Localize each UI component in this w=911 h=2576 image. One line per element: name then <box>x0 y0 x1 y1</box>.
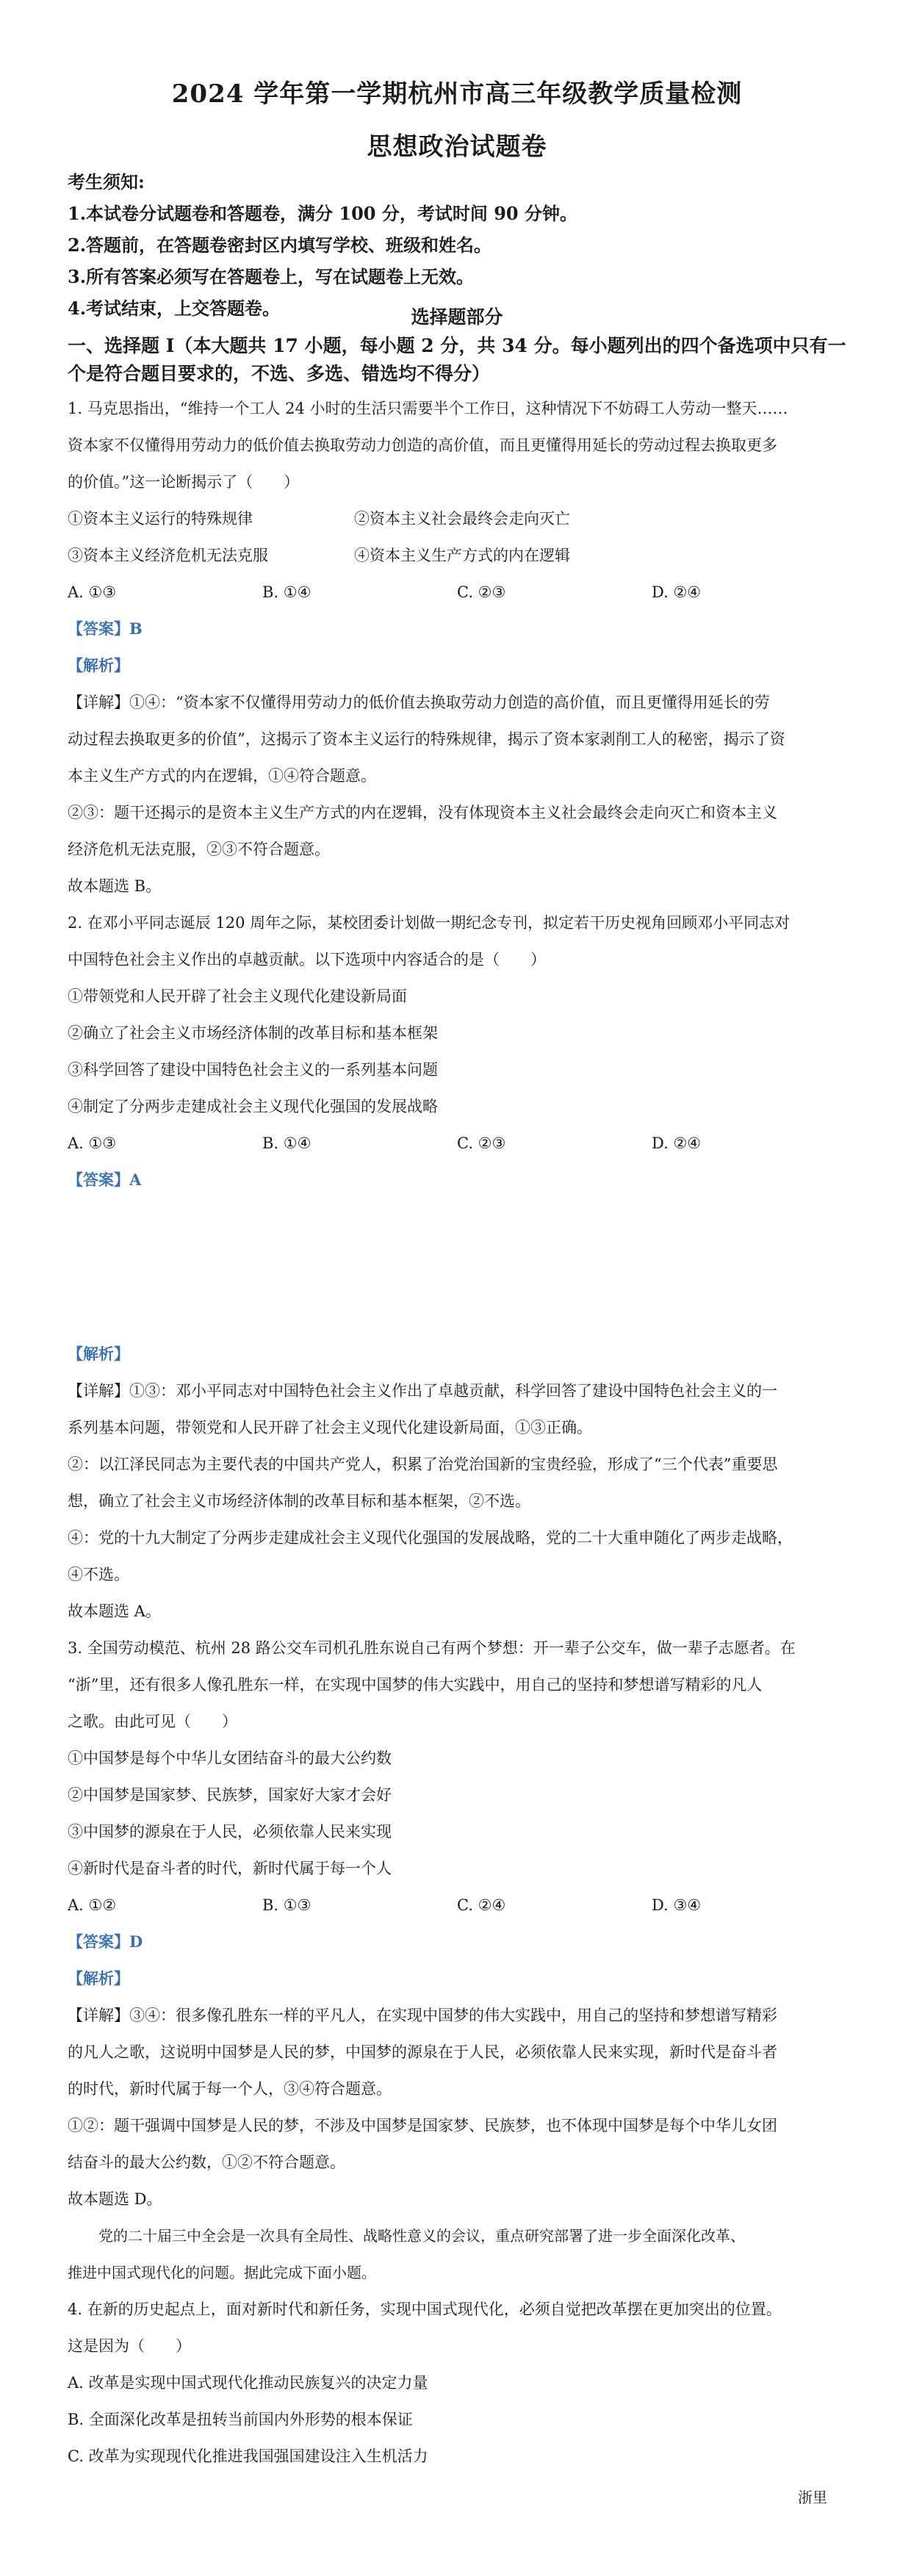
q3-answer: 【答案】D <box>68 1932 143 1951</box>
q2-answer: 【答案】A <box>68 1170 142 1189</box>
q4-stem-line: 4. 在新的历史起点上，面对新时代和新任务，实现中国式现代化，必须自觉把改革摆在更加突出的位置。 <box>68 2300 782 2318</box>
q1-option-c: C. ②③ <box>457 583 506 601</box>
q3-stem-line: “浙”里，还有很多人像孔胜东一样，在实现中国梦的伟大实践中，用自己的坚持和梦想谱写精彩的凡人 <box>68 1676 763 1694</box>
reading-passage-line: 推进中国式现代化的问题。据此完成下面小题。 <box>68 2264 376 2281</box>
q3-analysis-line: 结奋斗的最大公约数，①②不符合题意。 <box>68 2154 345 2171</box>
q1-item: ①资本主义运行的特殊规律 <box>68 510 253 528</box>
question-2-analysis <box>68 1336 846 2475</box>
q2-item: ②确立了社会主义市场经济体制的改革目标和基本框架 <box>68 1024 438 1042</box>
q3-option-b: B. ①③ <box>262 1896 312 1914</box>
q4-option-c: C. 改革为实现现代化推进我国强国建设注入生机活力 <box>68 2447 428 2465</box>
q3-item: ④新时代是奋斗者的时代，新时代属于每一个人 <box>68 1860 392 1877</box>
q2-stem-line: 2. 在邓小平同志诞辰 120 周年之际，某校团委计划做一期纪念专刊，拟定若干历史视角回顾邓小平同志对 <box>68 914 791 932</box>
q1-item: ③资本主义经济危机无法克服 <box>68 547 268 564</box>
question-1 <box>68 390 846 1198</box>
section-desc-line: 个是符合题目要求的，不选、多选、错选均不得分） <box>68 363 491 384</box>
q1-item: ④资本主义生产方式的内在逻辑 <box>354 547 570 564</box>
section-desc-line: 一、选择题 I（本大题共 17 小题，每小题 2 分，共 34 分。每小题列出的四个备选项中只有一 <box>68 335 846 356</box>
reading-passage-line: 党的二十届三中全会是一次具有全局性、战略性意义的会议，重点研究部署了进一步全面深化改革、 <box>98 2227 745 2245</box>
notice-item: 1.本试卷分试题卷和答题卷，满分 100 分，考试时间 90 分钟。 <box>68 203 577 224</box>
exam-subtitle: 思想政治试题卷 <box>367 132 547 162</box>
notice-item: 4.考试结束，上交答题卷。 <box>68 298 281 319</box>
q3-stem-line: 之歌。由此可见（ ） <box>68 1713 237 1730</box>
q2-stem-line: 中国特色社会主义作出的卓越贡献。以下选项中内容适合的是（ ） <box>68 951 546 968</box>
q4-stem-line: 这是因为（ ） <box>68 2337 191 2355</box>
q1-analysis-line: 【详解】①④：“资本家不仅懂得用劳动力的低价值去换取劳动力创造的高价值，而且更懂得用延长的劳 <box>68 694 770 711</box>
q2-analysis-label: 【解析】 <box>68 1345 129 1363</box>
q1-items-row <box>68 537 846 574</box>
q1-analysis-label: 【解析】 <box>68 656 129 674</box>
q1-item: ②资本主义社会最终会走向灭亡 <box>354 510 570 528</box>
q3-option-a: A. ①② <box>68 1896 117 1914</box>
q2-option-c: C. ②③ <box>457 1134 506 1152</box>
q3-option-d: D. ③④ <box>652 1896 702 1914</box>
q3-item: ②中国梦是国家梦、民族梦，国家好大家才会好 <box>68 1786 392 1804</box>
q3-options <box>68 1887 846 1924</box>
q2-analysis-line: ④不选。 <box>68 1566 129 1583</box>
q1-analysis-line: 本主义生产方式的内在逻辑，①④符合题意。 <box>68 767 376 785</box>
q1-analysis-line: 故本题选 B。 <box>68 877 162 895</box>
q1-option-d: D. ②④ <box>652 583 702 601</box>
q1-answer: 【答案】B <box>68 619 143 638</box>
q2-analysis-line: 系列基本问题，带领党和人民开辟了社会主义现代化建设新局面，①③正确。 <box>68 1419 592 1436</box>
q2-option-d: D. ②④ <box>652 1134 702 1152</box>
q1-option-b: B. ①④ <box>262 583 312 601</box>
q2-option-b: B. ①④ <box>262 1134 312 1152</box>
q3-analysis-line: 的时代，新时代属于每一个人，③④符合题意。 <box>68 2080 392 2098</box>
q1-analysis-line: 动过程去换取更多的价值”，这揭示了资本主义运行的特殊规律，揭示了资本家剥削工人的秘密，揭示了资 <box>68 730 785 748</box>
q2-analysis-line: 【详解】①③：邓小平同志对中国特色社会主义作出了卓越贡献，科学回答了建设中国特色社会主义的一 <box>68 1382 777 1400</box>
q3-analysis-line: 的凡人之歌，这说明中国梦是人民的梦，中国梦的源泉在于人民，必须依靠人民来实现，新时代是奋斗者 <box>68 2043 777 2061</box>
exam-notice <box>68 166 577 324</box>
q2-item: ①带领党和人民开辟了社会主义现代化建设新局面 <box>68 987 407 1005</box>
q4-option-a: A. 改革是实现中国式现代化推动民族复兴的决定力量 <box>68 2374 428 2392</box>
q1-stem-line: 资本家不仅懂得用劳动力的低价值去换取劳动力创造的高价值，而且更懂得用延长的劳动过程去换取更多 <box>68 436 777 454</box>
q3-analysis-label: 【解析】 <box>68 1969 129 1987</box>
section-description <box>68 332 846 388</box>
q2-analysis-line: 故本题选 A。 <box>68 1602 161 1620</box>
notice-item: 3.所有答案必须写在答题卷上，写在试题卷上无效。 <box>68 266 475 287</box>
q1-stem-line: 的价值。”这一论断揭示了（ ） <box>68 473 300 491</box>
q2-item: ④制定了分两步走建成社会主义现代化强国的发展战略 <box>68 1098 438 1115</box>
q3-analysis-line: 【详解】③④：很多像孔胜东一样的平凡人，在实现中国梦的伟大实践中，用自己的坚持和梦想谱写精彩 <box>68 2007 777 2024</box>
q2-analysis-line: 想，确立了社会主义市场经济体制的改革目标和基本框架，②不选。 <box>68 1492 530 1510</box>
q3-item: ③中国梦的源泉在于人民，必须依靠人民来实现 <box>68 1823 392 1841</box>
q1-stem-line: 1. 马克思指出，“维持一个工人 24 小时的生活只需要半个工作日，这种情况下不妨碍工人劳动一整天…… <box>68 400 788 417</box>
q2-analysis-line: ②：以江泽民同志为主要代表的中国共产党人，积累了治党治国新的宝贵经验，形成了“三个代表”重要思 <box>68 1456 778 1473</box>
q2-options <box>68 1125 846 1162</box>
q1-analysis-line: ②③：题干还揭示的是资本主义生产方式的内在逻辑，没有体现资本主义社会最终会走向灭亡和资本主义 <box>68 804 777 821</box>
q2-analysis-line: ④：党的十九大制定了分两步走建成社会主义现代化强国的发展战略，党的二十大重申随化了两步走战略， <box>68 1529 793 1547</box>
section-title: 选择题部分 <box>411 306 503 328</box>
q2-item: ③科学回答了建设中国特色社会主义的一系列基本问题 <box>68 1061 438 1079</box>
q3-item: ①中国梦是每个中华儿女团结奋斗的最大公约数 <box>68 1749 392 1767</box>
q2-option-a: A. ①③ <box>68 1134 117 1152</box>
page-footer: 浙里 <box>798 2489 827 2506</box>
q3-option-c: C. ②④ <box>457 1896 506 1914</box>
q1-option-a: A. ①③ <box>68 583 117 601</box>
q3-analysis-line: ①②：题干强调中国梦是人民的梦，不涉及中国梦是国家梦、民族梦，也不体现中国梦是每个中华儿女团 <box>68 2117 777 2134</box>
notice-heading: 考生须知: <box>68 171 145 193</box>
q1-analysis-line: 经济危机无法克服，②③不符合题意。 <box>68 841 330 858</box>
q3-stem-line: 3. 全国劳动模范、杭州 28 路公交车司机孔胜东说自己有两个梦想：开一辈子公交车，做一辈子志愿者。在 <box>68 1639 796 1657</box>
q4-option-b: B. 全面深化改革是扭转当前国内外形势的根本保证 <box>68 2411 413 2428</box>
q1-options <box>68 574 846 611</box>
exam-title: 2024 学年第一学期杭州市高三年级教学质量检测 <box>171 79 743 109</box>
q3-analysis-line: 故本题选 D。 <box>68 2190 162 2208</box>
notice-item: 2.答题前，在答题卷密封区内填写学校、班级和姓名。 <box>68 234 492 256</box>
q1-items-row <box>68 500 846 537</box>
